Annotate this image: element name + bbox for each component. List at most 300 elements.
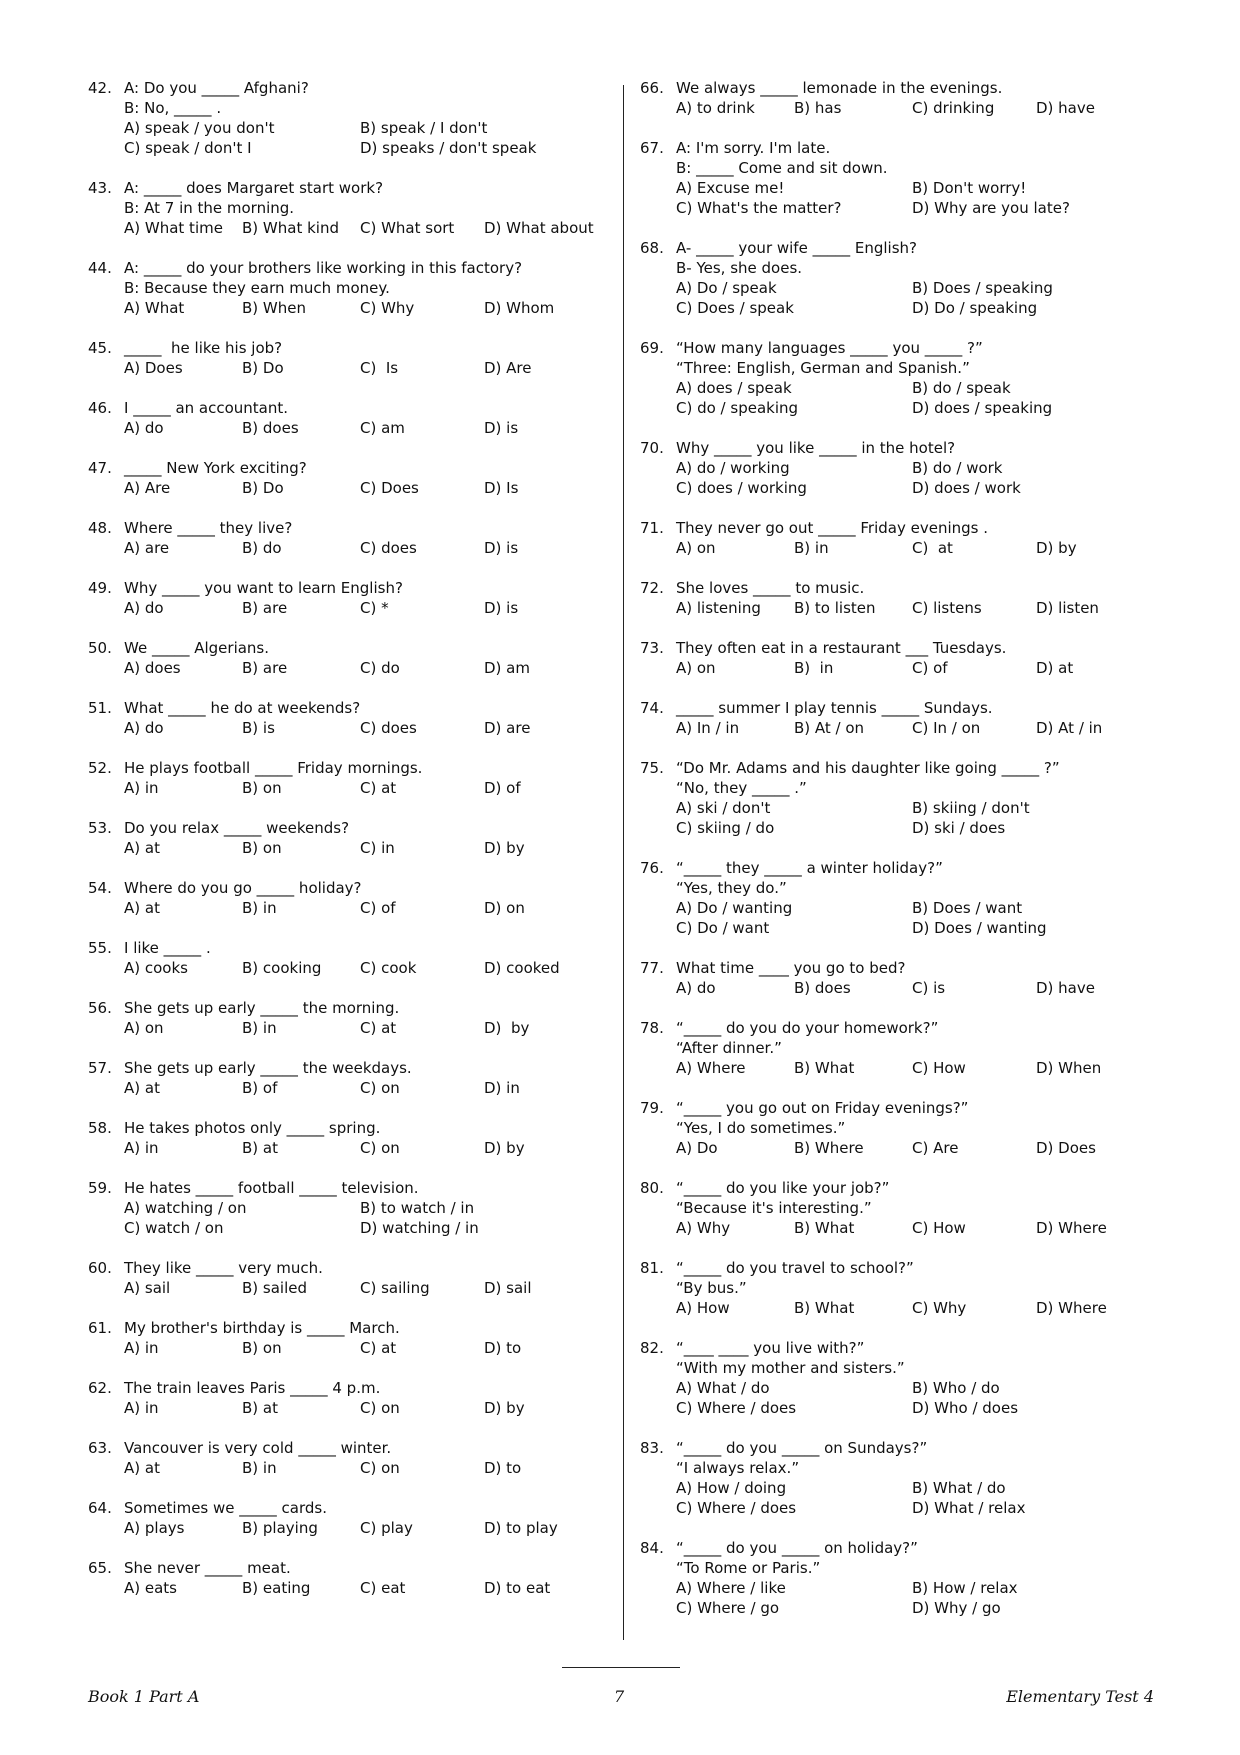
question-number: 75. [640,759,664,777]
answer-options [124,538,608,558]
question-number: 67. [640,139,664,157]
answer-option: C) How [912,1059,966,1077]
question-stem-line: My brother's birthday is _____ March. [124,1319,400,1337]
answer-option: D) At / in [1036,719,1103,737]
answer-options [124,598,608,618]
answer-option: D) When [1036,1059,1102,1077]
question-item [88,938,608,978]
left-question-column [88,78,608,1618]
question-stem-line: He plays football _____ Friday mornings. [124,759,423,777]
question-item [640,438,1160,498]
answer-option: A) at [124,839,160,857]
answer-option: B) at [242,1399,278,1417]
question-number: 83. [640,1439,664,1457]
question-stem-line: B: No, _____ . [124,99,222,117]
question-stem-line: “Yes, they do.” [676,879,787,897]
question-number: 71. [640,519,664,537]
answer-option: A) cooks [124,959,188,977]
question-stem-line: What _____ he do at weekends? [124,699,361,717]
question-stem-line: Why _____ you like _____ in the hotel? [676,439,956,457]
answer-option: B) Do [242,479,284,497]
answer-option: C) do / speaking [676,399,799,417]
question-number: 47. [88,459,112,477]
question-item [88,758,608,798]
answer-option: C) do [360,659,400,677]
question-item [640,1538,1160,1618]
question-number: 76. [640,859,664,877]
question-number: 61. [88,1319,112,1337]
question-item [88,1118,608,1158]
answer-option: D) Does / wanting [912,919,1047,937]
answer-option: C) in [360,839,395,857]
answer-option: A) What time [124,219,223,237]
question-stem-line: A- _____ your wife _____ English? [676,239,917,257]
answer-option: A) plays [124,1519,185,1537]
question-item [88,998,608,1038]
answer-option: A) do / working [676,459,790,477]
question-stem-line: “With my mother and sisters.” [676,1359,905,1377]
answer-option: D) Where [1036,1299,1107,1317]
answer-option: A) in [124,1399,159,1417]
answer-option: B) do / work [912,459,1003,477]
question-stem-line: Where _____ they live? [124,519,293,537]
answer-option: C) play [360,1519,413,1537]
question-item [88,818,608,858]
answer-option: C) at [912,539,953,557]
question-stem-line: _____ he like his job? [124,339,283,357]
answer-options [676,178,1160,218]
question-stem-line: She loves _____ to music. [676,579,865,597]
answer-option: D) speaks / don't speak [360,139,537,157]
answer-option: C) How [912,1219,966,1237]
answer-option: C) speak / don't I [124,139,252,157]
answer-option: C) on [360,1399,400,1417]
answer-option: D) to eat [484,1579,551,1597]
answer-option: B) sailed [242,1279,308,1297]
question-item [640,238,1160,318]
answer-options [676,798,1160,838]
question-item [640,578,1160,618]
answer-option: B) do / speak [912,379,1011,397]
question-stem-line: “_____ you go out on Friday evenings?” [676,1099,969,1117]
answer-option: A) in [124,1339,159,1357]
question-stem-line: “Yes, I do sometimes.” [676,1119,846,1137]
answer-option: A) How / doing [676,1479,787,1497]
answer-option: B) Does / speaking [912,279,1053,297]
answer-option: B) What [794,1299,855,1317]
question-item [88,398,608,438]
answer-option: D) Where [1036,1219,1107,1237]
answer-option: D) by [484,1399,525,1417]
question-number: 51. [88,699,112,717]
question-stem-line: “After dinner.” [676,1039,782,1057]
answer-option: A) Do / wanting [676,899,793,917]
answer-options [124,298,608,318]
answer-option: D) have [1036,99,1095,117]
answer-options [124,1198,608,1238]
question-stem-line: B: _____ Come and sit down. [676,159,888,177]
question-item [88,338,608,378]
answer-option: D) Who / does [912,1399,1019,1417]
answer-options [124,1518,608,1538]
column-divider [623,85,624,1640]
question-number: 73. [640,639,664,657]
answer-option: A) sail [124,1279,171,1297]
answer-option: A) How [676,1299,730,1317]
answer-options [676,1578,1160,1618]
answer-option: C) Why [360,299,415,317]
answer-option: A) on [676,659,716,677]
answer-option: D) listen [1036,599,1099,617]
question-item [88,258,608,318]
answer-options [124,1278,608,1298]
answer-option: A) What / do [676,1379,770,1397]
answer-option: B) Where [794,1139,864,1157]
question-number: 54. [88,879,112,897]
question-number: 79. [640,1099,664,1117]
question-stem-line: She gets up early _____ the weekdays. [124,1059,412,1077]
question-stem-line: Why _____ you want to learn English? [124,579,403,597]
answer-options [124,718,608,738]
answer-option: B) Don't worry! [912,179,1027,197]
answer-options [676,278,1160,318]
question-number: 66. [640,79,664,97]
answer-option: A) Why [676,1219,731,1237]
answer-option: D) sail [484,1279,532,1297]
answer-option: D) What / relax [912,1499,1026,1517]
answer-options [124,1578,608,1598]
question-stem-line: “I always relax.” [676,1459,800,1477]
question-number: 53. [88,819,112,837]
answer-option: B) cooking [242,959,322,977]
question-stem-line: “____ ____ you live with?” [676,1339,865,1357]
answer-option: D) Do / speaking [912,299,1038,317]
answer-option: D) does / speaking [912,399,1053,417]
answer-options [676,1138,1160,1158]
question-stem-line: They like _____ very much. [124,1259,323,1277]
question-stem-line: They often eat in a restaurant ___ Tuesdays. [676,639,1007,657]
answer-option: C) does [360,539,417,557]
right-question-column [640,78,1160,1638]
answer-option: A) Where [676,1059,746,1077]
question-stem-line: He takes photos only _____ spring. [124,1119,381,1137]
footer-book-label: Book 1 Part A [88,1687,200,1706]
page-number: 7 [614,1687,625,1706]
question-number: 44. [88,259,112,277]
answer-option: A) do [124,419,164,437]
answer-option: B) do [242,539,282,557]
answer-option: C) What sort [360,219,455,237]
question-item [640,1258,1160,1318]
question-stem-line: “_____ do you like your job?” [676,1179,890,1197]
answer-option: D) in [484,1079,520,1097]
question-stem-line: Do you relax _____ weekends? [124,819,350,837]
answer-option: B) does [242,419,299,437]
question-stem-line: “Three: English, German and Spanish.” [676,359,970,377]
answer-option: B) at [242,1139,278,1157]
answer-option: C) at [360,1019,397,1037]
question-number: 80. [640,1179,664,1197]
question-stem-line: “To Rome or Paris.” [676,1559,821,1577]
answer-option: C) * [360,599,389,617]
answer-option: D) is [484,419,519,437]
question-stem-line: “_____ they _____ a winter holiday?” [676,859,943,877]
question-item [88,1438,608,1478]
answer-options [124,838,608,858]
answer-options [124,778,608,798]
question-stem-line: “_____ do you _____ on holiday?” [676,1539,918,1557]
answer-option: B) Do [242,359,284,377]
answer-option: A) do [676,979,716,997]
answer-option: C) Where / does [676,1499,797,1517]
footer-rule [562,1667,680,1668]
question-item [88,1558,608,1598]
answer-option: D) by [1036,539,1077,557]
question-item [88,178,608,238]
answer-option: D) at [1036,659,1074,677]
answer-option: B) What / do [912,1479,1006,1497]
answer-options [124,1018,608,1038]
question-stem-line: A: _____ does Margaret start work? [124,179,384,197]
question-stem-line: She gets up early _____ the morning. [124,999,400,1017]
answer-option: A) in [124,779,159,797]
answer-option: A) at [124,1079,160,1097]
question-number: 63. [88,1439,112,1457]
answer-option: A) Do [676,1139,718,1157]
question-item [88,578,608,618]
answer-option: A) on [124,1019,164,1037]
answer-option: C) Why [912,1299,967,1317]
answer-option: C) is [912,979,946,997]
question-item [640,858,1160,938]
question-number: 59. [88,1179,112,1197]
question-stem-line: B: At 7 in the morning. [124,199,295,217]
question-item [88,518,608,558]
answer-options [676,658,1160,678]
question-stem-line: We _____ Algerians. [124,639,270,657]
answer-options [676,978,1160,998]
answer-option: A) Are [124,479,171,497]
answer-options [676,898,1160,938]
question-stem-line: I like _____ . [124,939,211,957]
question-item [640,138,1160,218]
answer-option: B) to listen [794,599,876,617]
question-number: 50. [88,639,112,657]
question-stem-line: Sometimes we _____ cards. [124,1499,327,1517]
question-number: 43. [88,179,112,197]
answer-options [124,1338,608,1358]
answer-option: B) are [242,659,288,677]
answer-option: D) of [484,779,521,797]
answer-options [124,1398,608,1418]
question-number: 70. [640,439,664,457]
answer-option: D) by [484,1019,530,1037]
answer-options [124,118,608,158]
answer-options [676,718,1160,738]
answer-option: C) on [360,1459,400,1477]
question-number: 45. [88,339,112,357]
question-number: 52. [88,759,112,777]
answer-option: B) What kind [242,219,339,237]
answer-option: A) to drink [676,99,755,117]
question-item [640,698,1160,738]
question-item [640,518,1160,558]
answer-option: C) Does [360,479,419,497]
question-stem-line: “Do Mr. Adams and his daughter like going _____ ?” [676,759,1060,777]
answer-option: D) cooked [484,959,560,977]
answer-options [124,1138,608,1158]
answer-option: C) Is [360,359,399,377]
answer-option: C) watch / on [124,1219,224,1237]
question-item [640,1018,1160,1078]
question-number: 64. [88,1499,112,1517]
question-number: 57. [88,1059,112,1077]
answer-option: B) is [242,719,275,737]
answer-option: A) Where / like [676,1579,786,1597]
answer-options [676,458,1160,498]
question-number: 78. [640,1019,664,1037]
question-stem-line: I _____ an accountant. [124,399,289,417]
answer-option: C) at [360,779,397,797]
question-item [640,758,1160,838]
answer-option: B) eating [242,1579,311,1597]
question-stem-line: “_____ do you do your homework?” [676,1019,939,1037]
question-stem-line: What time ____ you go to bed? [676,959,906,977]
answer-option: A) on [676,539,716,557]
answer-option: A) does / speak [676,379,792,397]
question-stem-line: “How many languages _____ you _____ ?” [676,339,983,357]
question-number: 65. [88,1559,112,1577]
answer-options [676,1218,1160,1238]
answer-options [124,958,608,978]
question-item [88,698,608,738]
question-item [88,78,608,158]
question-stem-line: We always _____ lemonade in the evenings. [676,79,1003,97]
question-stem-line: “_____ do you travel to school?” [676,1259,914,1277]
question-number: 46. [88,399,112,417]
answer-options [676,598,1160,618]
answer-option: C) Where / go [676,1599,780,1617]
answer-option: B) of [242,1079,278,1097]
answer-option: C) drinking [912,99,995,117]
answer-options [676,1378,1160,1418]
question-item [88,1498,608,1538]
answer-option: B) in [242,1459,277,1477]
answer-option: C) of [360,899,396,917]
answer-options [124,658,608,678]
question-number: 60. [88,1259,112,1277]
question-stem-line: A: _____ do your brothers like working in this factory? [124,259,523,277]
answer-option: A) do [124,599,164,617]
question-stem-line: Where do you go _____ holiday? [124,879,362,897]
question-item [640,1098,1160,1158]
answer-option: B) in [242,1019,277,1037]
answer-option: C) at [360,1339,397,1357]
question-number: 42. [88,79,112,97]
question-stem-line: He hates _____ football _____ television. [124,1179,419,1197]
answer-option: B) does [794,979,851,997]
question-stem-line: She never _____ meat. [124,1559,291,1577]
answer-option: B) in [794,539,829,557]
answer-option: D) does / work [912,479,1021,497]
answer-option: C) Are [912,1139,959,1157]
answer-option: B) skiing / don't [912,799,1030,817]
answer-option: A) In / in [676,719,740,737]
question-item [640,638,1160,678]
answer-option: B) playing [242,1519,318,1537]
answer-option: A) Excuse me! [676,179,785,197]
answer-options [124,218,608,238]
answer-option: C) eat [360,1579,406,1597]
question-item [88,458,608,498]
answer-option: D) by [484,1139,525,1157]
question-stem-line: _____ summer I play tennis _____ Sundays. [676,699,993,717]
answer-option: A) watching / on [124,1199,247,1217]
answer-option: D) is [484,539,519,557]
answer-option: B) How / relax [912,1579,1018,1597]
question-item [640,1438,1160,1518]
answer-option: C) sailing [360,1279,430,1297]
question-stem-line: A: I'm sorry. I'm late. [676,139,831,157]
answer-option: D) have [1036,979,1095,997]
answer-option: C) In / on [912,719,981,737]
answer-option: A) Does [124,359,183,377]
answer-options [124,358,608,378]
answer-option: C) of [912,659,948,677]
answer-options [124,1078,608,1098]
answer-option: A) eats [124,1579,177,1597]
question-item [88,1318,608,1358]
answer-option: A) speak / you don't [124,119,275,137]
question-item [88,638,608,678]
answer-option: B) speak / I don't [360,119,488,137]
answer-option: C) does [360,719,417,737]
question-number: 81. [640,1259,664,1277]
answer-options [124,418,608,438]
answer-option: A) listening [676,599,761,617]
question-stem-line: A: Do you _____ Afghani? [124,79,309,97]
question-item [640,78,1160,118]
answer-option: D) is [484,599,519,617]
answer-option: A) Do / speak [676,279,777,297]
answer-option: A) ski / don't [676,799,771,817]
answer-option: D) to [484,1459,522,1477]
answer-option: D) by [484,839,525,857]
answer-option: A) does [124,659,181,677]
answer-option: A) at [124,1459,160,1477]
answer-option: A) do [124,719,164,737]
answer-option: A) are [124,539,170,557]
answer-option: A) at [124,899,160,917]
answer-option: D) to [484,1339,522,1357]
question-number: 77. [640,959,664,977]
answer-option: D) Are [484,359,532,377]
answer-option: B) When [242,299,306,317]
question-stem-line: The train leaves Paris _____ 4 p.m. [124,1379,381,1397]
answer-option: B) Does / want [912,899,1023,917]
answer-option: D) Is [484,479,519,497]
question-stem-line: B: Because they earn much money. [124,279,390,297]
answer-option: B) What [794,1219,855,1237]
question-stem-line: “_____ do you _____ on Sundays?” [676,1439,928,1457]
answer-options [676,538,1160,558]
answer-option: C) Do / want [676,919,770,937]
answer-option: C) on [360,1139,400,1157]
question-number: 56. [88,999,112,1017]
answer-option: D) watching / in [360,1219,479,1237]
question-stem-line: They never go out _____ Friday evenings . [676,519,989,537]
answer-option: A) What [124,299,185,317]
